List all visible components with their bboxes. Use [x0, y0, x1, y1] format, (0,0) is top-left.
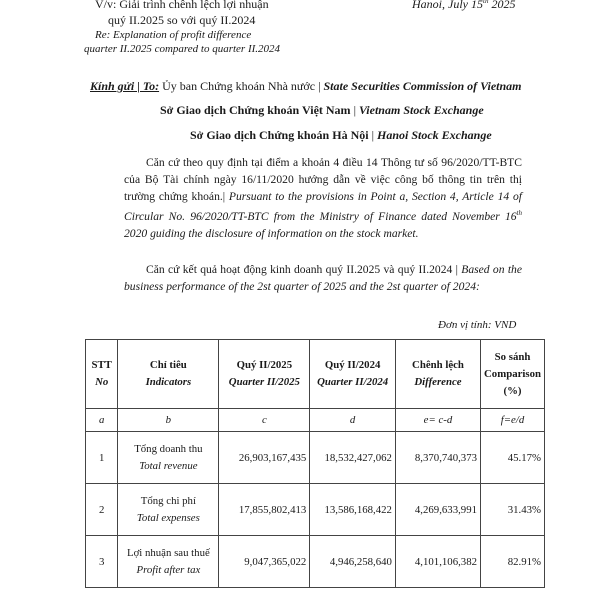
subject-en-line2: quarter II.2025 compared to quarter II.2024 — [84, 43, 281, 55]
row-2-q2025: 17,855,802,413 — [219, 484, 310, 536]
recipient-line-2: Sở Giao dịch Chứng khoán Việt Nam | Vietnam Stock Exchange — [160, 103, 484, 117]
row-3-q2025: 9,047,365,022 — [219, 536, 310, 588]
paragraph-legal-basis-en: Pursuant to the provisions in Point a, Section 4, Article 14 of Circular No. 96/2020/TT-BTC from the Ministry of Finance dated November 16 — [124, 189, 522, 224]
header-difference — [395, 340, 480, 409]
recipient-line-3: Sở Giao dịch Chứng khoán Hà Nội | Hanoi Stock Exchange — [190, 128, 492, 142]
letter-d: d — [310, 409, 396, 432]
paragraph-legal-basis-en-2: 2020 guiding the disclosure of information on the stock market. — [124, 227, 419, 241]
header-indicators — [118, 340, 219, 409]
header-no — [86, 340, 118, 409]
header-no-en: No — [95, 376, 109, 388]
header-comparison-vn: So sánh — [494, 350, 531, 363]
place-date-sup: th — [483, 0, 489, 5]
row-2-no: 2 — [86, 484, 118, 536]
letter-c: c — [219, 409, 310, 432]
row-2-difference: 4,269,633,991 — [395, 484, 480, 536]
header-comparison-unit: (%) — [503, 384, 522, 397]
subject-vn: V/v: Giải trình chênh lệch lợi nhuận — [95, 0, 269, 11]
row-2-comparison: 31.43% — [481, 484, 545, 536]
row-1-indicator-vn: Tổng doanh thu — [134, 442, 203, 455]
paragraph-business-basis — [124, 262, 522, 296]
letter-a: a — [86, 409, 118, 432]
header-q2025-en: Quarter II/2025 — [228, 376, 300, 388]
row-1-q2024: 18,532,427,062 — [310, 432, 396, 484]
recipient-2-en: Vietnam Stock Exchange — [358, 103, 484, 117]
paragraph-business-basis-vn: Căn cứ kết quả hoạt động kinh doanh quý II.2025 và quý II.2024 | — [146, 263, 458, 276]
row-2-q2024: 13,586,168,422 — [310, 484, 396, 536]
row-2-indicator — [118, 484, 219, 536]
header-q2024-vn: Quý II/2024 — [324, 359, 381, 371]
row-3-indicator-en: Profit after tax — [136, 563, 201, 576]
recipient-3-en: Hanoi Stock Exchange — [376, 128, 492, 142]
subject-vn-line2: quý II.2025 so với quý II.2024 — [108, 13, 256, 27]
recipient-2-vn: Sở Giao dịch Chứng khoán Việt Nam — [160, 103, 351, 117]
table-header-row — [86, 340, 545, 409]
recipient-3-vn: Sở Giao dịch Chứng khoán Hà Nội — [190, 128, 369, 142]
paragraph-legal-basis-vn: Căn cứ theo quy định tại điểm a khoản 4 điều 14 Thông tư số 96/2020/TT-BTC của Bộ Tài chính ngày 16/11/2020 hướng dẫn về việc công bố thông tin trên thị trường chứng khoán.| — [124, 156, 522, 203]
header-q2025 — [219, 340, 310, 409]
recipient-1-vn: Ủy ban Chứng khoán Nhà nước — [162, 79, 316, 93]
subject-en: Re: Explanation of profit difference — [95, 29, 252, 41]
header-q2024-en: Quarter II/2024 — [317, 376, 389, 388]
header-difference-vn: Chênh lệch — [412, 359, 464, 371]
row-1-indicator-en: Total revenue — [139, 459, 198, 472]
place-date-text: Hanoi, July 15 — [412, 0, 483, 11]
letter-f: f=e/d — [481, 409, 545, 432]
table-letter-row — [86, 409, 545, 432]
header-indicators-en: Indicators — [145, 376, 192, 388]
recipient-1-en: State Securities Commission of Vietnam — [323, 79, 522, 93]
row-1-difference: 8,370,740,373 — [395, 432, 480, 484]
paragraph-legal-basis — [124, 155, 522, 243]
row-1-no: 1 — [86, 432, 118, 484]
row-3-no: 3 — [86, 536, 118, 588]
row-1-indicator — [118, 432, 219, 484]
paragraph-business-basis-en: Based on the business performance of the 2st quarter of 2025 and the 2st quarter of 2024: — [124, 263, 522, 293]
header-indicators-vn: Chỉ tiêu — [149, 359, 187, 371]
row-3-q2024: 4,946,258,640 — [310, 536, 396, 588]
place-date-year: 2025 — [491, 0, 516, 11]
table-row — [86, 432, 545, 484]
row-3-comparison: 82.91% — [481, 536, 545, 588]
letter-e: e= c-d — [395, 409, 480, 432]
row-2-indicator-en: Total expenses — [136, 511, 200, 524]
row-1-comparison: 45.17% — [481, 432, 545, 484]
unit-label: Đơn vị tính: VND — [438, 319, 517, 331]
recipient-line-1: Kính gửi | To: Ủy ban Chứng khoán Nhà nước | State Securities Commission of Vietnam — [90, 79, 522, 93]
place-date — [412, 0, 515, 12]
header-q2024 — [310, 340, 396, 409]
header-q2025-vn: Quý II/2025 — [236, 359, 293, 371]
header-comparison-en: Comparison — [484, 367, 541, 380]
header-difference-en: Difference — [414, 376, 462, 388]
row-1-q2025: 26,903,167,435 — [219, 432, 310, 484]
row-3-indicator — [118, 536, 219, 588]
row-3-indicator-vn: Lợi nhuận sau thuế — [126, 546, 210, 559]
table-row — [86, 536, 545, 588]
table-row — [86, 484, 545, 536]
header-comparison — [481, 340, 545, 409]
letter-b: b — [118, 409, 219, 432]
to-label: Kính gửi | To: — [90, 79, 160, 93]
header-no-vn: STT — [91, 359, 112, 371]
profit-comparison-table — [85, 339, 545, 588]
paragraph-legal-basis-sup: th — [516, 209, 522, 218]
row-3-difference: 4,101,106,382 — [395, 536, 480, 588]
row-2-indicator-vn: Tổng chi phí — [140, 494, 196, 507]
